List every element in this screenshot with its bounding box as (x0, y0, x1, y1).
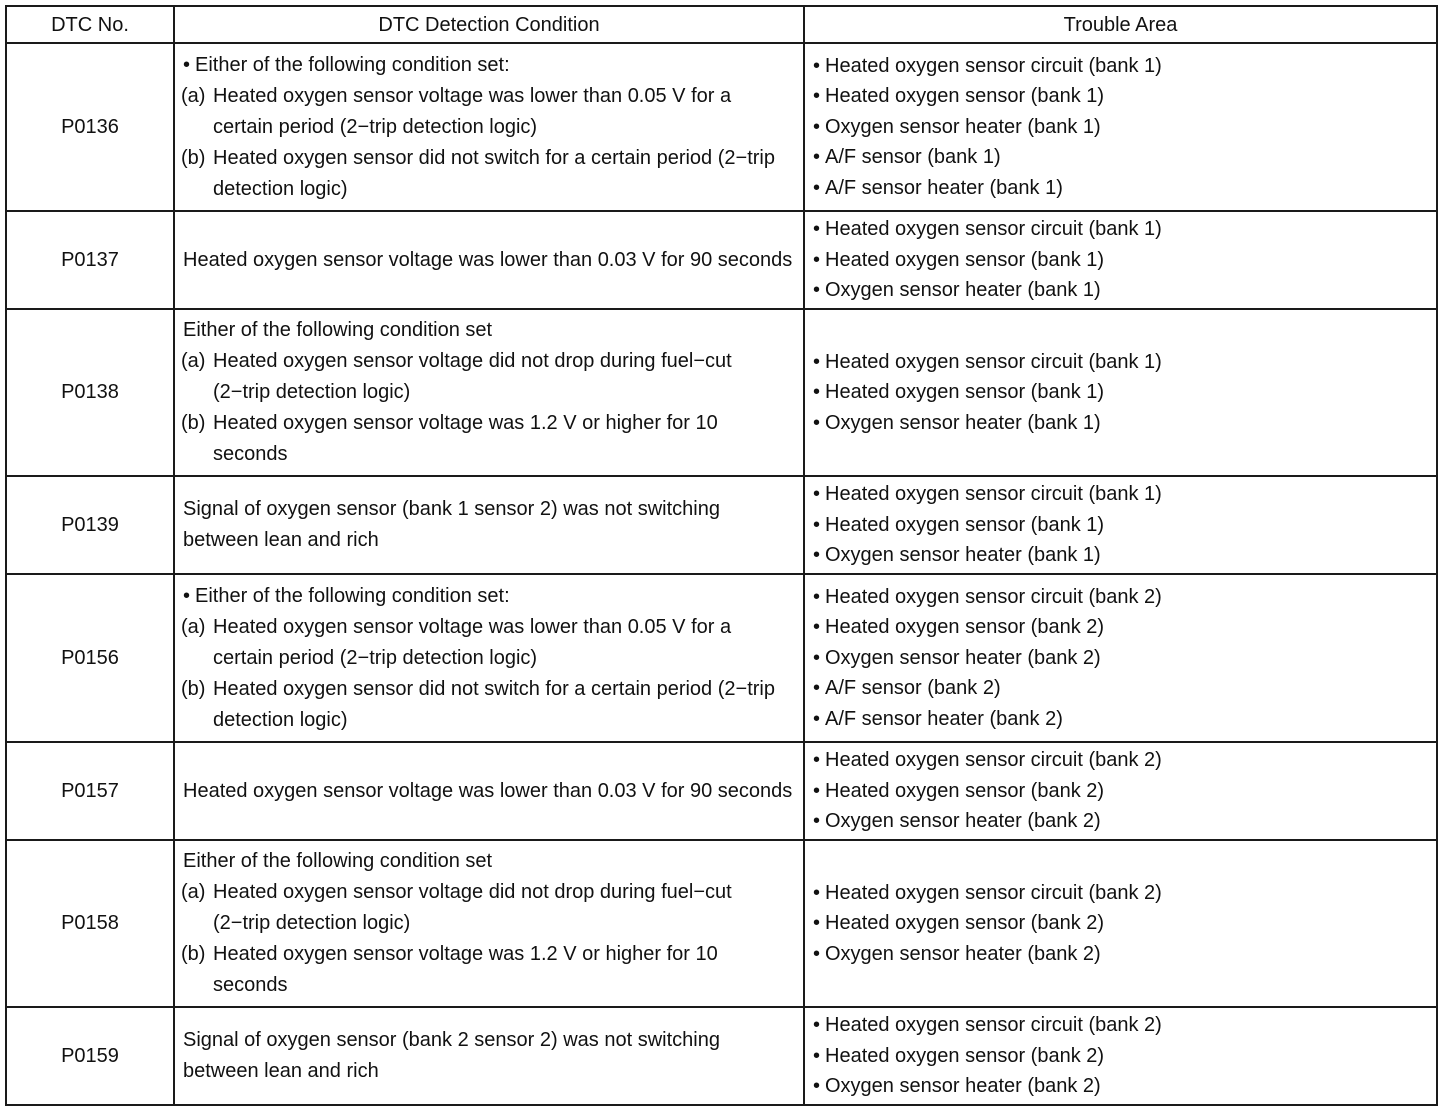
trouble-area-text: Oxygen sensor heater (bank 1) (825, 115, 1101, 138)
list-item (813, 939, 1430, 970)
condition-intro-text: Either of the following condition set: (195, 584, 510, 607)
condition-item-label: (b) (181, 677, 206, 700)
condition-item-text: Heated oxygen sensor voltage was lower than 0.05 V for a certain period (2−trip detection logic) (213, 84, 732, 138)
trouble-area-list (813, 214, 1430, 306)
condition-item (181, 143, 797, 205)
condition-item-label: (a) (181, 84, 206, 107)
detection-condition (174, 43, 804, 211)
bullet-icon: • (813, 677, 821, 700)
trouble-area-text: Heated oxygen sensor (bank 2) (825, 912, 1105, 935)
list-item (813, 347, 1430, 378)
trouble-area-text: Heated oxygen sensor circuit (bank 2) (825, 881, 1162, 904)
bullet-icon: • (813, 1075, 821, 1098)
trouble-area-text: A/F sensor heater (bank 2) (825, 707, 1063, 730)
trouble-area-text: Heated oxygen sensor (bank 1) (825, 85, 1105, 108)
trouble-area-text: A/F sensor heater (bank 1) (825, 176, 1063, 199)
bullet-icon: • (813, 483, 821, 506)
condition-item-text: Heated oxygen sensor did not switch for a certain period (2−trip detection logic) (213, 677, 775, 731)
bullet-icon: • (813, 54, 821, 77)
condition-item-label: (a) (181, 615, 206, 638)
trouble-area-text: Heated oxygen sensor (bank 1) (825, 248, 1105, 271)
bullet-icon: • (813, 585, 821, 608)
bullet-icon: • (813, 513, 821, 536)
trouble-area (804, 43, 1437, 211)
header-row (6, 6, 1437, 43)
trouble-area (804, 574, 1437, 742)
list-item (813, 878, 1430, 909)
trouble-area-text: Oxygen sensor heater (bank 1) (825, 279, 1101, 302)
list-item (813, 704, 1430, 735)
condition-item-text: Heated oxygen sensor voltage did not drop during fuel−cut (2−trip detection logic) (213, 881, 732, 934)
bullet-icon: • (813, 779, 821, 802)
dtc-code: P0136 (6, 43, 174, 211)
condition-intro-text: Either of the following condition set: (195, 53, 510, 76)
table-row (6, 1007, 1437, 1105)
header-trouble-area: Trouble Area (804, 6, 1437, 43)
trouble-area-list (813, 582, 1430, 735)
list-item (813, 51, 1430, 82)
trouble-area-text: Heated oxygen sensor circuit (bank 1) (825, 54, 1162, 77)
trouble-area-text: Heated oxygen sensor (bank 1) (825, 513, 1105, 536)
table-row (6, 476, 1437, 574)
list-item (813, 612, 1430, 643)
bullet-icon: • (813, 115, 821, 138)
detection-condition (174, 476, 804, 574)
condition-intro-text: Either of the following condition set (183, 319, 493, 341)
list-item (813, 479, 1430, 510)
detection-condition (174, 840, 804, 1007)
header-detection-condition: DTC Detection Condition (174, 6, 804, 43)
bullet-icon: • (813, 350, 821, 373)
bullet-icon: • (813, 218, 821, 241)
condition-item (181, 939, 797, 1001)
table-row (6, 43, 1437, 211)
bullet-icon: • (813, 881, 821, 904)
condition-item-text: Heated oxygen sensor voltage was 1.2 V or higher for 10 seconds (213, 412, 718, 465)
list-item (813, 1071, 1430, 1102)
bullet-icon: • (813, 248, 821, 271)
bullet-icon: • (813, 646, 821, 669)
trouble-area-text: Heated oxygen sensor circuit (bank 1) (825, 483, 1162, 506)
condition-item-label: (b) (181, 146, 206, 169)
list-item (813, 275, 1430, 306)
list-item (813, 643, 1430, 674)
condition-intro (181, 581, 797, 612)
list-item (813, 745, 1430, 776)
list-item (813, 81, 1430, 112)
list-item (813, 908, 1430, 939)
trouble-area-list (813, 51, 1430, 204)
condition-text: Signal of oxygen sensor (bank 1 sensor 2) was not switching between lean and rich (183, 498, 720, 551)
trouble-area (804, 211, 1437, 309)
trouble-area-text: Heated oxygen sensor circuit (bank 1) (825, 350, 1162, 373)
dtc-code: P0158 (6, 840, 174, 1007)
condition-text: Signal of oxygen sensor (bank 2 sensor 2) was not switching between lean and rich (183, 1029, 720, 1082)
dtc-code: P0157 (6, 742, 174, 840)
condition-item (181, 612, 797, 674)
condition-intro (181, 315, 797, 346)
bullet-icon: • (813, 85, 821, 108)
table-row (6, 309, 1437, 476)
condition-item (181, 346, 797, 408)
bullet-icon: • (813, 942, 821, 965)
header-dtc-no: DTC No. (6, 6, 174, 43)
bullet-icon: • (183, 53, 191, 76)
trouble-area-list (813, 1010, 1430, 1102)
bullet-icon: • (813, 810, 821, 833)
list-item (813, 112, 1430, 143)
bullet-icon: • (183, 584, 191, 607)
trouble-area (804, 1007, 1437, 1105)
list-item (813, 173, 1430, 204)
trouble-area-text: Oxygen sensor heater (bank 1) (825, 411, 1101, 434)
condition-intro (181, 50, 797, 81)
trouble-area-text: Heated oxygen sensor circuit (bank 1) (825, 218, 1162, 241)
list-item (813, 245, 1430, 276)
list-item (813, 510, 1430, 541)
table-row (6, 840, 1437, 1007)
detection-condition (174, 309, 804, 476)
trouble-area-text: A/F sensor (bank 2) (825, 677, 1001, 700)
list-item (813, 408, 1430, 439)
condition-item-text: Heated oxygen sensor did not switch for a certain period (2−trip detection logic) (213, 146, 775, 200)
trouble-area-text: Oxygen sensor heater (bank 2) (825, 942, 1101, 965)
dtc-code: P0139 (6, 476, 174, 574)
dtc-code: P0159 (6, 1007, 174, 1105)
trouble-area-text: Heated oxygen sensor (bank 1) (825, 381, 1105, 404)
bullet-icon: • (813, 544, 821, 567)
condition-item-label: (b) (181, 943, 206, 965)
detection-condition (174, 574, 804, 742)
trouble-area-text: Heated oxygen sensor circuit (bank 2) (825, 1014, 1162, 1037)
trouble-area-text: Oxygen sensor heater (bank 2) (825, 1075, 1101, 1098)
bullet-icon: • (813, 707, 821, 730)
trouble-area-text: Oxygen sensor heater (bank 2) (825, 646, 1101, 669)
bullet-icon: • (813, 1014, 821, 1037)
list-item (813, 142, 1430, 173)
condition-item-text: Heated oxygen sensor voltage did not drop during fuel−cut (2−trip detection logic) (213, 350, 732, 403)
list-item (813, 673, 1430, 704)
condition-item (181, 81, 797, 143)
bullet-icon: • (813, 912, 821, 935)
detection-condition (174, 1007, 804, 1105)
trouble-area-text: Heated oxygen sensor (bank 2) (825, 616, 1105, 639)
bullet-icon: • (813, 381, 821, 404)
trouble-area-list (813, 347, 1430, 439)
list-item (813, 214, 1430, 245)
trouble-area (804, 309, 1437, 476)
condition-item-text: Heated oxygen sensor voltage was 1.2 V or higher for 10 seconds (213, 943, 718, 996)
condition-item-label: (a) (181, 350, 206, 372)
trouble-area-list (813, 745, 1430, 837)
bullet-icon: • (813, 749, 821, 772)
list-item (813, 1041, 1430, 1072)
detection-condition (174, 211, 804, 309)
condition-item (181, 408, 797, 470)
trouble-area-text: A/F sensor (bank 1) (825, 146, 1001, 169)
trouble-area (804, 742, 1437, 840)
bullet-icon: • (813, 176, 821, 199)
condition-text: Heated oxygen sensor voltage was lower than 0.03 V for 90 seconds (183, 248, 793, 271)
trouble-area (804, 840, 1437, 1007)
condition-item-label: (b) (181, 412, 206, 434)
table-row (6, 574, 1437, 742)
condition-text: Heated oxygen sensor voltage was lower than 0.03 V for 90 seconds (183, 779, 793, 802)
bullet-icon: • (813, 1044, 821, 1067)
condition-item-text: Heated oxygen sensor voltage was lower than 0.05 V for a certain period (2−trip detection logic) (213, 615, 732, 669)
list-item (813, 806, 1430, 837)
trouble-area-text: Heated oxygen sensor (bank 2) (825, 1044, 1105, 1067)
trouble-area-text: Heated oxygen sensor (bank 2) (825, 779, 1105, 802)
condition-item-label: (a) (181, 881, 206, 903)
trouble-area (804, 476, 1437, 574)
dtc-code: P0137 (6, 211, 174, 309)
trouble-area-text: Heated oxygen sensor circuit (bank 2) (825, 585, 1162, 608)
bullet-icon: • (813, 411, 821, 434)
detection-condition (174, 742, 804, 840)
condition-item (181, 877, 797, 939)
dtc-code: P0138 (6, 309, 174, 476)
list-item (813, 540, 1430, 571)
trouble-area-text: Heated oxygen sensor circuit (bank 2) (825, 749, 1162, 772)
table-body (6, 43, 1437, 1105)
trouble-area-text: Oxygen sensor heater (bank 2) (825, 810, 1101, 833)
condition-intro-text: Either of the following condition set (183, 850, 493, 872)
bullet-icon: • (813, 616, 821, 639)
condition-intro (181, 846, 797, 877)
dtc-table (5, 5, 1438, 1106)
table-row (6, 742, 1437, 840)
bullet-icon: • (813, 146, 821, 169)
bullet-icon: • (813, 279, 821, 302)
list-item (813, 1010, 1430, 1041)
trouble-area-list (813, 878, 1430, 970)
table-row (6, 211, 1437, 309)
condition-item (181, 674, 797, 736)
list-item (813, 377, 1430, 408)
list-item (813, 582, 1430, 613)
dtc-code: P0156 (6, 574, 174, 742)
list-item (813, 776, 1430, 807)
trouble-area-list (813, 479, 1430, 571)
trouble-area-text: Oxygen sensor heater (bank 1) (825, 544, 1101, 567)
